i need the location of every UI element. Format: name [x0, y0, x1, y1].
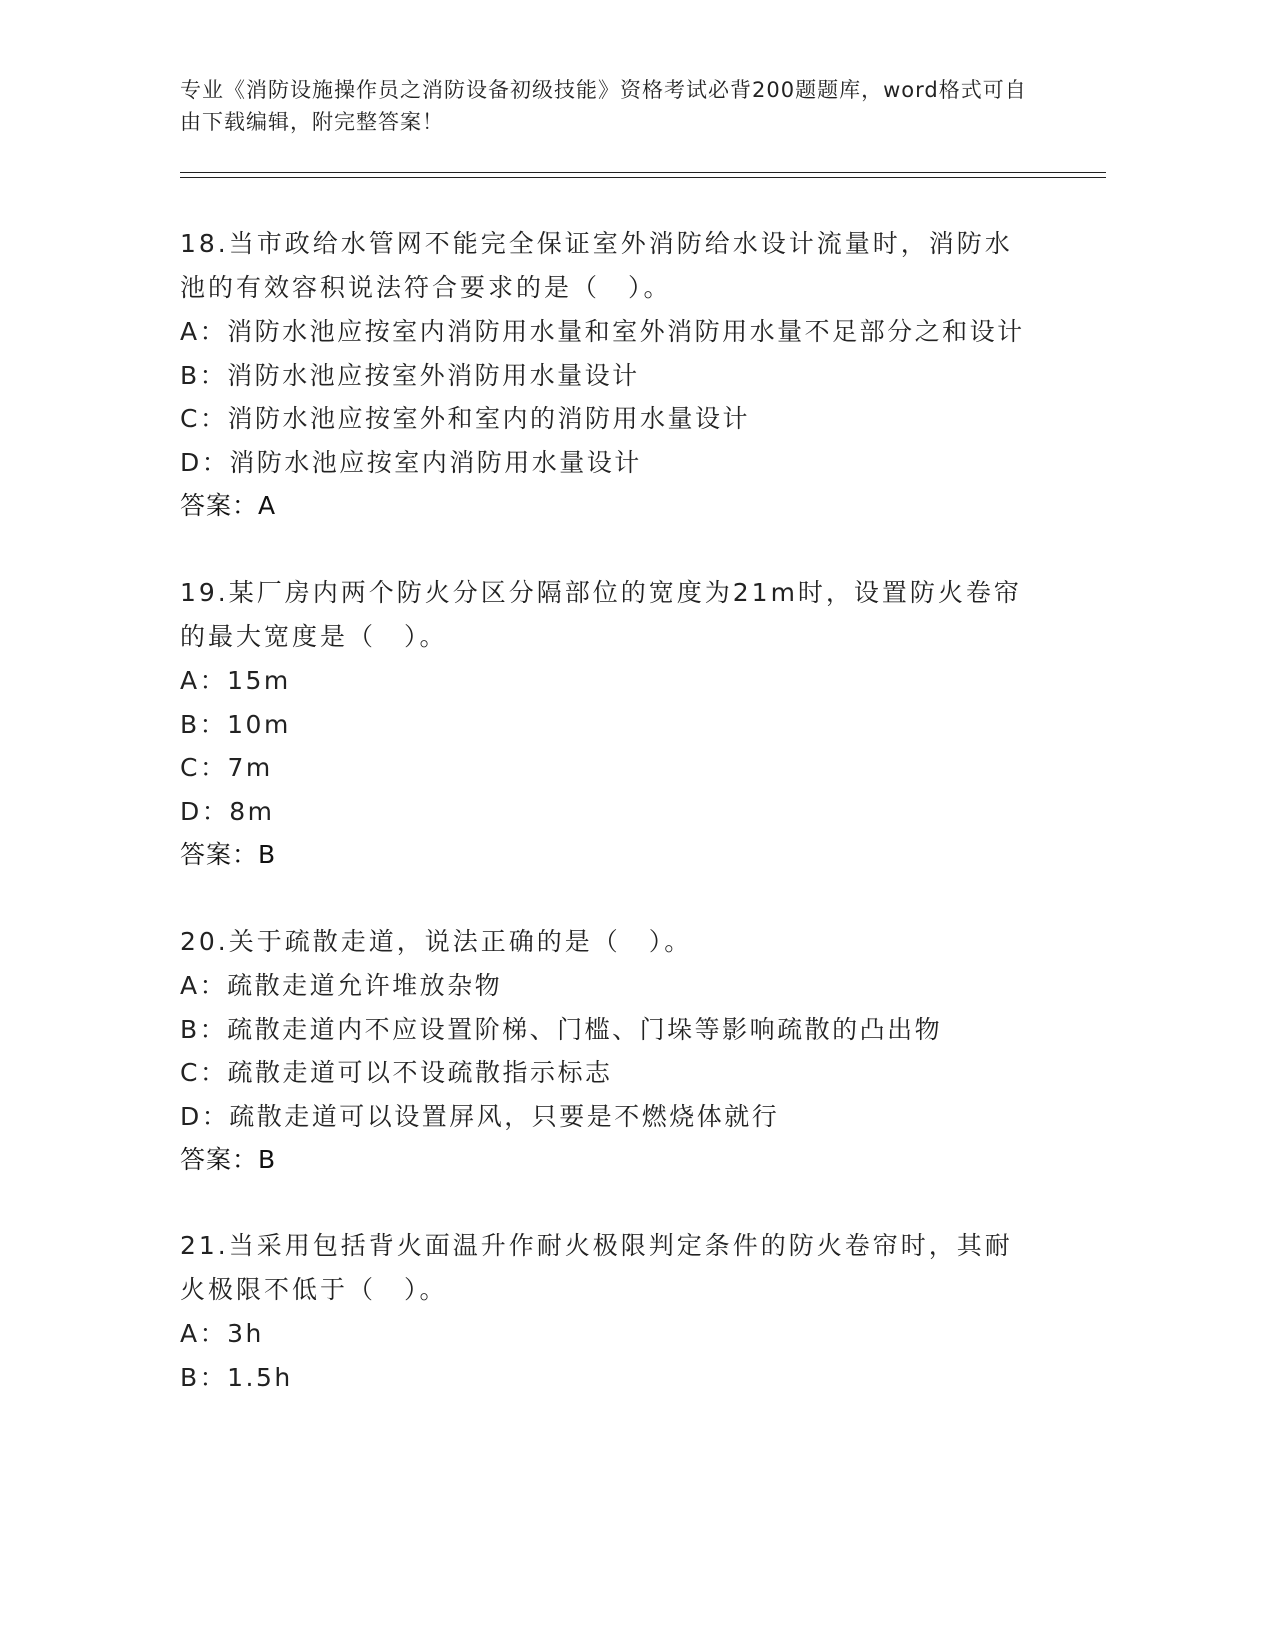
option-c: C：消防水池应按室外和室内的消防用水量设计	[180, 404, 750, 433]
option-a: A：消防水池应按室内消防用水量和室外消防用水量不足部分之和设计	[180, 317, 1025, 346]
question-stem: 21.当采用包括背火面温升作耐火极限判定条件的防火卷帘时，其耐火极限不低于（ ）。	[180, 1231, 1013, 1304]
option-a: A：疏散走道允许堆放杂物	[180, 971, 503, 1000]
option-a: A：3h	[180, 1319, 264, 1348]
question-21	[180, 1224, 1040, 1399]
question-stem: 20.关于疏散走道，说法正确的是（ ）。	[180, 927, 693, 956]
option-d: D：疏散走道可以设置屏风，只要是不燃烧体就行	[180, 1101, 780, 1131]
option-b: B：疏散走道内不应设置阶梯、门槛、门垛等影响疏散的凸出物	[180, 1014, 943, 1044]
option-b: B：10m	[180, 709, 291, 739]
answer-line: 答案：B	[180, 1145, 277, 1174]
question-stem: 19.某厂房内两个防火分区分隔部位的宽度为21m时，设置防火卷帘的最大宽度是（ ）。	[180, 578, 1022, 651]
answer-line: 答案：B	[180, 840, 277, 869]
option-a: A：15m	[180, 666, 291, 695]
option-c: C：疏散走道可以不设疏散指示标志	[180, 1058, 613, 1087]
question-stem: 18.当市政给水管网不能完全保证室外消防给水设计流量时，消防水池的有效容积说法符合要求的是（ ）。	[180, 229, 1013, 302]
option-d: D：消防水池应按室内消防用水量设计	[180, 447, 642, 477]
header-divider-bottom	[180, 177, 1106, 178]
option-c: C：7m	[180, 753, 273, 782]
header-divider-top	[180, 172, 1106, 173]
option-b: B：1.5h	[180, 1362, 293, 1392]
document-intro: 专业《消防设施操作员之消防设备初级技能》资格考试必背200题题库，word格式可自由下载编辑，附完整答案！	[180, 78, 1027, 134]
option-d: D：8m	[180, 796, 275, 826]
question-20	[180, 920, 1040, 1182]
answer-line: 答案：A	[180, 491, 277, 520]
option-b: B：消防水池应按室外消防用水量设计	[180, 360, 640, 390]
question-19	[180, 571, 1040, 877]
question-18	[180, 222, 1040, 528]
